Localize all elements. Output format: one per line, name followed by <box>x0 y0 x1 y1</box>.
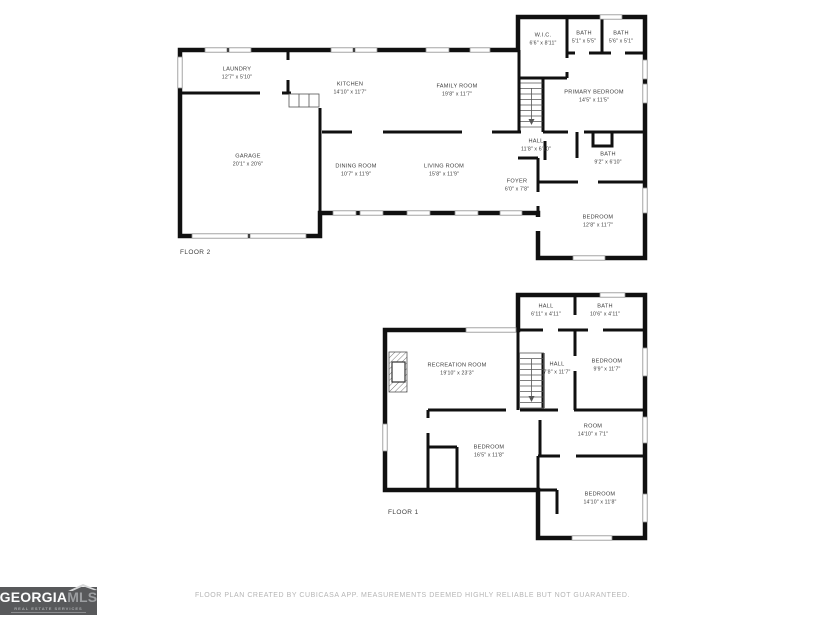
room-label-primary-bedroom: PRIMARY BEDROOM 14'5" x 11'5" <box>564 89 624 104</box>
room-label-bedroom-floor2: BEDROOM 12'8" x 11'7" <box>582 214 614 229</box>
logo-text-mls: MLS <box>67 589 98 605</box>
room-label-bath-upper-1: BATH 5'1" x 5'5" <box>571 30 597 45</box>
logo-wordmark <box>0 590 97 604</box>
roof-icon <box>66 584 100 591</box>
room-label-dining-room: DINING ROOM 10'7" x 11'9" <box>335 163 377 178</box>
georgia-mls-logo <box>0 587 97 615</box>
floor2-stairs-icon <box>521 83 543 127</box>
floor1-label: FLOOR 1 <box>388 509 419 516</box>
room-label-foyer: FOYER 6'0" x 7'8" <box>504 178 530 193</box>
garage-entry-steps-icon <box>289 94 319 107</box>
fireplace-icon <box>389 352 407 392</box>
room-label-recreation-room: RECREATION ROOM 19'10" x 23'3" <box>427 362 487 377</box>
room-label-room-floor1: ROOM 14'10" x 7'1" <box>577 423 609 438</box>
room-label-bath-floor1: BATH 10'6" x 4'11" <box>589 303 621 318</box>
logo-text-georgia: GEORGIA <box>0 589 68 605</box>
room-label-bedroom-1-floor1: BEDROOM 9'9" x 11'7" <box>591 358 623 373</box>
room-label-bedroom-3-floor1: BEDROOM 14'10" x 11'8" <box>583 491 617 506</box>
logo-tagline: REAL ESTATE SERVICES <box>11 606 87 614</box>
room-label-family-room: FAMILY ROOM 19'8" x 11'7" <box>436 83 478 98</box>
disclaimer-text: FLOOR PLAN CREATED BY CUBICASA APP. MEASUREMENTS DEEMED HIGHLY RELIABLE BUT NOT GUARANTEED. <box>194 592 631 599</box>
room-label-laundry: LAUNDRY 12'7" x 5'10" <box>221 66 253 81</box>
room-label-bath-upper-2: BATH 5'6" x 5'1" <box>608 30 634 45</box>
room-label-kitchen: KITCHEN 14'10" x 11'7" <box>333 81 367 96</box>
floor1-stairs-icon <box>520 353 544 408</box>
room-label-garage: GARAGE 20'1" x 20'6" <box>232 153 264 168</box>
room-label-hall-upper-floor1: HALL 6'11" x 4'11" <box>531 303 561 318</box>
room-label-hall-floor1: HALL 7'8" x 11'7" <box>543 361 571 376</box>
room-label-bath-floor2: BATH 9'2" x 6'10" <box>594 151 622 166</box>
floor2-walls <box>180 17 645 258</box>
room-label-wic: W.I.C. 6'6" x 8'11" <box>529 32 557 47</box>
room-label-bedroom-2-floor1: BEDROOM 16'5" x 11'8" <box>473 444 505 459</box>
room-label-hall-floor2: HALL 11'8" x 6'10" <box>520 138 552 153</box>
floor2-label: FLOOR 2 <box>180 249 211 256</box>
room-label-living-room: LIVING ROOM 15'8" x 11'9" <box>423 163 465 178</box>
